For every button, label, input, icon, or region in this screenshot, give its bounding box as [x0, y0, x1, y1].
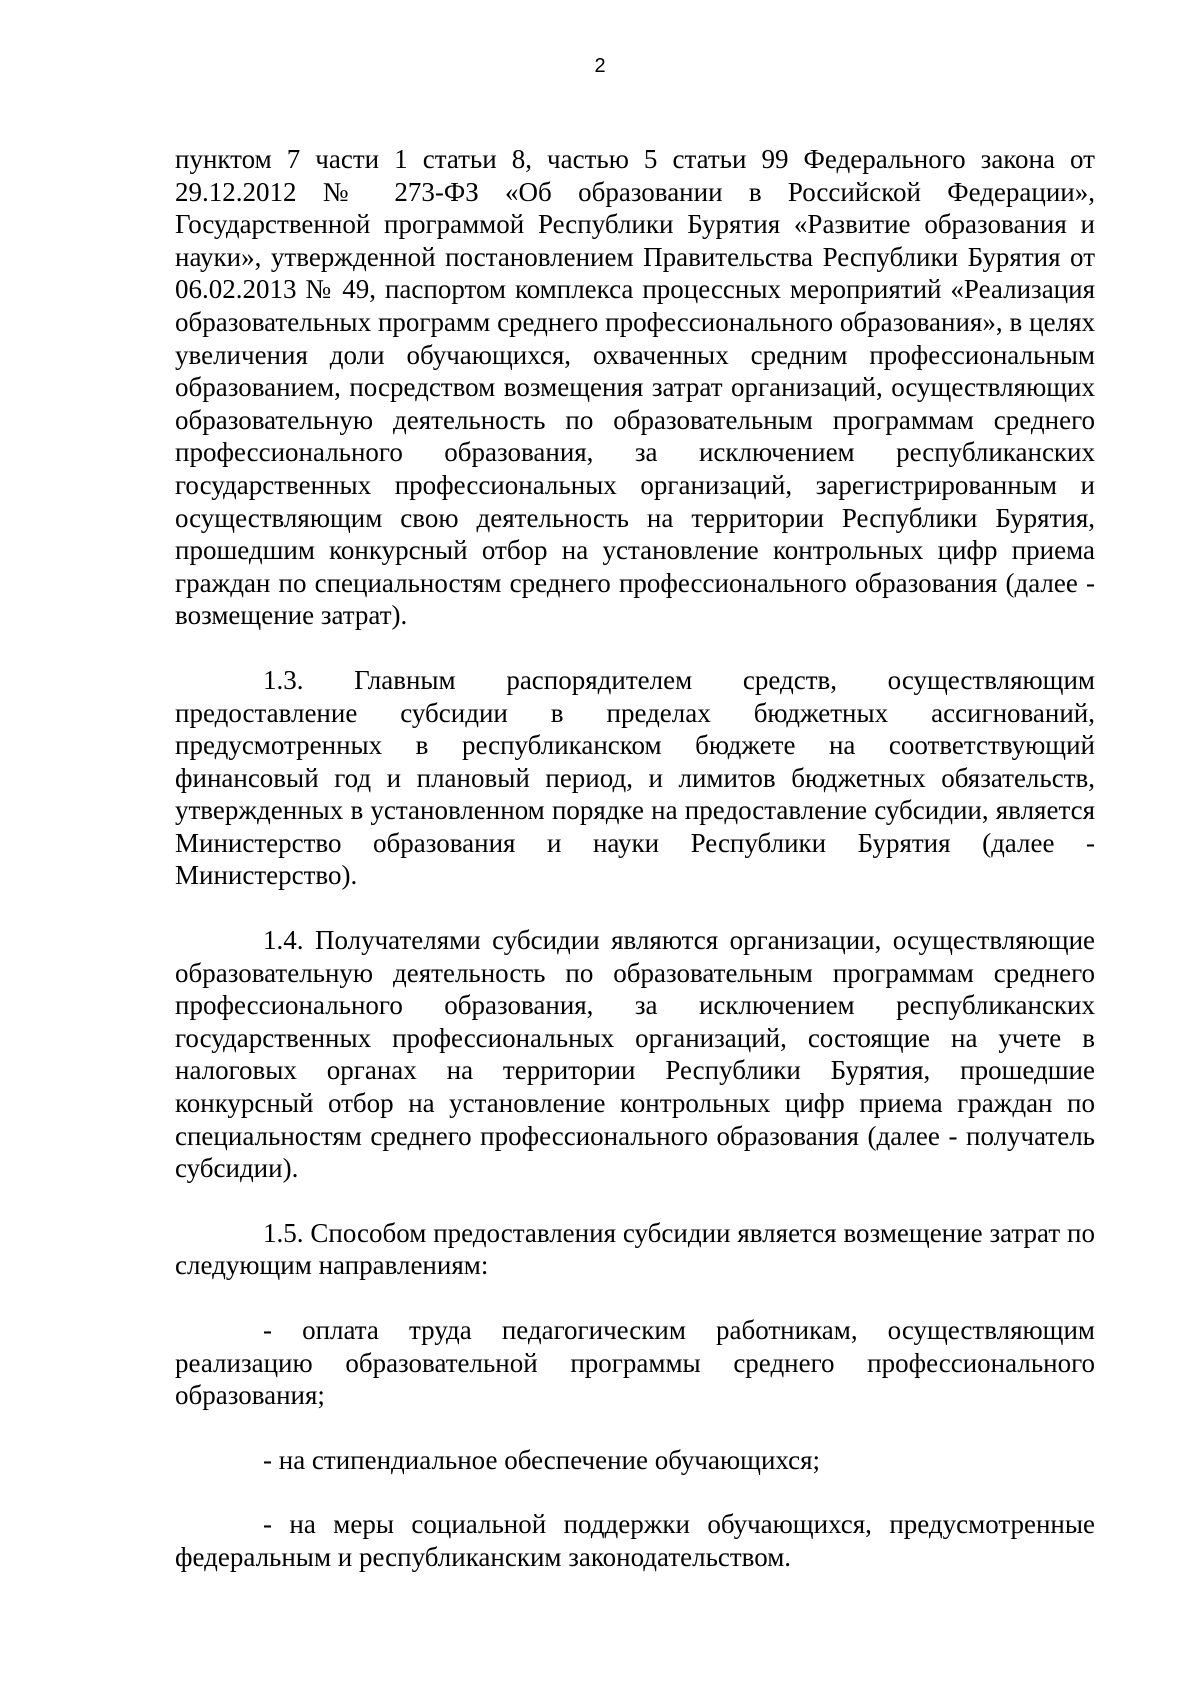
document-body — [175, 143, 1095, 1574]
paragraph-continuation: пунктом 7 части 1 статьи 8, частью 5 статьи 99 Федерального закона от 29.12.2012 № 273-ФЗ «Об образовании в Российской Федерации», Государственной программой Республики Бурятия «Развитие образования и науки», утвержденной постановлением Правительства Республики Бурятия от 06.02.2013 № 49, паспортом комплекса процессных мероприятий «Реализация образовательных программ среднего профессионального образования», в целях увеличения доли обучающихся, охваченных средним профессиональным образованием, посредством возмещения затрат организаций, осуществляющих образовательную деятельность по образовательным программам среднего профессионального образования, за исключением республиканских государственных профессиональных организаций, зарегистрированным и осуществляющим свою деятельность на территории Республики Бурятия, прошедшим конкурсный отбор на установление контрольных цифр приема граждан по специальностям среднего профессионального образования (далее - возмещение затрат). — [175, 144, 1095, 631]
paragraph-1-5: 1.5. Способом предоставления субсидии является возмещение затрат по следующим направлениям: — [175, 1217, 1095, 1281]
list-item-labor-pay: - оплата труда педагогическим работникам, осуществляющим реализацию образовательной программы среднего профессионального образования; — [175, 1315, 1095, 1411]
list-item-stipend: - на стипендиальное обеспечение обучающихся; — [263, 1444, 821, 1475]
paragraph-1-3: 1.3. Главным распорядителем средств, осуществляющим предоставление субсидии в пределах бюджетных ассигнований, предусмотренных в республиканском бюджете на соответствующий финансовый год и плановый период, и лимитов бюджетных обязательств, утвержденных в установленном порядке на предоставление субсидии, является Министерство образования и науки Республики Бурятия (далее - Министерство). — [175, 664, 1095, 891]
page-number: 2 — [594, 55, 606, 77]
list-item-social-support: - на меры социальной поддержки обучающихся, предусмотренные федеральным и республиканским законодательством. — [175, 1509, 1095, 1572]
paragraph-1-4: 1.4. Получателями субсидии являются организации, осуществляющие образовательную деятельность по образовательным программам среднего профессионального образования, за исключением республиканских государственных профессиональных организаций, состоящие на учете в налоговых органах на территории Республики Бурятия, прошедшие конкурсный отбор на установление контрольных цифр приема граждан по специальностям среднего профессионального образования (далее - получатель субсидии). — [175, 925, 1095, 1184]
